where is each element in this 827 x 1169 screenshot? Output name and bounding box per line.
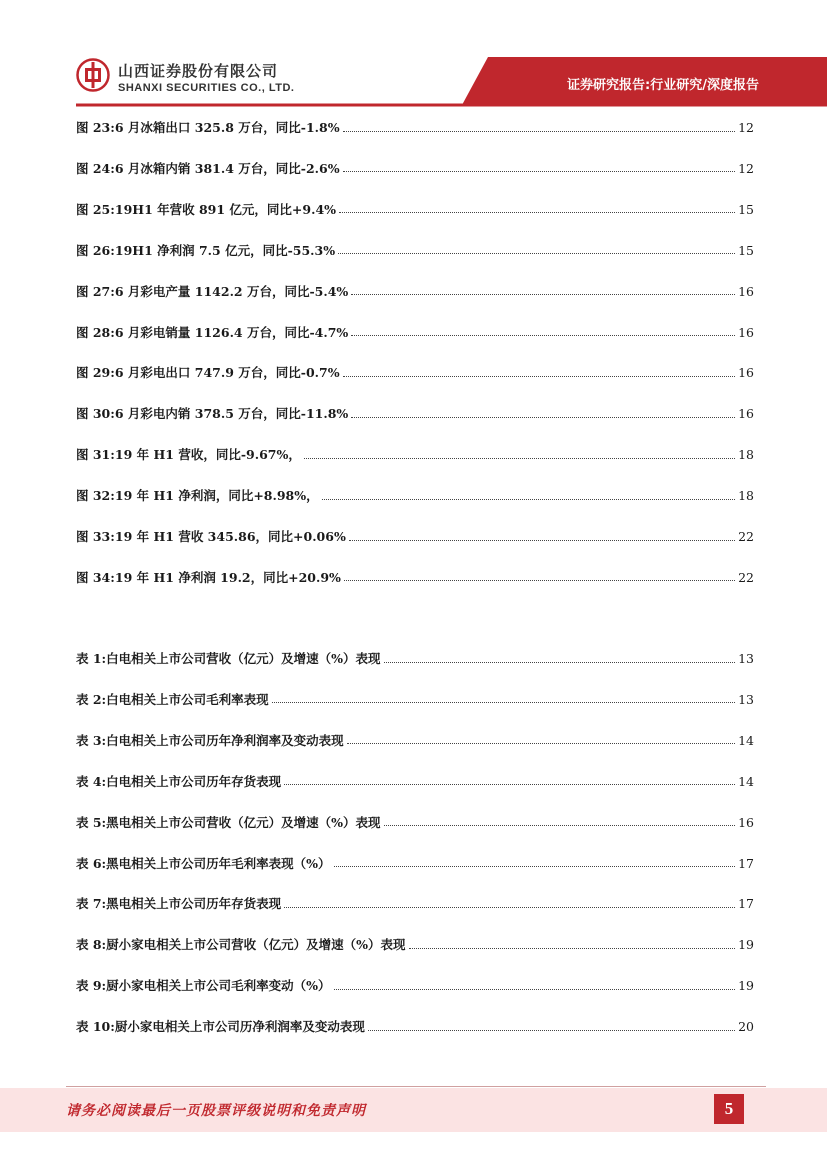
- table-entry-number: 表 8:: [76, 937, 107, 953]
- table-entry-page: 19: [738, 978, 754, 994]
- table-entry-title: 白电相关上市公司历年存货表现: [106, 773, 282, 789]
- table-entry-title: 厨小家电相关上市公司历净利润率及变动表现: [114, 1019, 365, 1035]
- page-number: 5: [714, 1094, 744, 1124]
- figure-entry-page: 15: [738, 201, 754, 217]
- figure-entry-title: 19 年 H1 营收 345.86，同比+0.06%: [114, 529, 346, 544]
- company-logo-icon: [76, 58, 110, 92]
- table-entry-page: 13: [738, 651, 754, 666]
- figure-entry-page: 18: [738, 447, 754, 463]
- figure-entry-page: 22: [738, 529, 754, 544]
- figure-entry[interactable]: [76, 200, 754, 220]
- table-entry[interactable]: [76, 649, 754, 669]
- table-entry-title: 黑电相关上市公司营收（亿元）及增速（%）表现: [106, 814, 381, 830]
- dot-leader: [384, 825, 736, 826]
- figure-entry-page: 16: [738, 324, 754, 340]
- figure-entry-number: 图 34:: [76, 569, 115, 585]
- figure-entry-title: 6 月彩电销量 1126.4 万台，同比-4.7%: [114, 324, 349, 340]
- dot-leader: [334, 866, 736, 867]
- dot-leader: [272, 702, 735, 703]
- figure-entry[interactable]: [76, 159, 754, 179]
- figure-entry-title: 6 月冰箱内销 381.4 万台，同比-2.6%: [114, 160, 340, 176]
- report-type-label: 证券研究报告:行业研究/深度报告: [567, 78, 759, 93]
- figure-entry-title: 19 年 H1 营收，同比-9.67%，: [114, 447, 301, 463]
- figure-entry[interactable]: [76, 241, 754, 261]
- table-entry-number: 表 7:: [76, 896, 107, 912]
- table-entry[interactable]: [76, 854, 754, 874]
- table-entry-page: 20: [738, 1019, 754, 1035]
- table-entry-page: 13: [738, 691, 754, 707]
- table-entry[interactable]: [76, 894, 754, 914]
- page-header: [0, 0, 827, 110]
- figure-entry-page: 22: [738, 569, 754, 585]
- dot-leader: [284, 784, 735, 785]
- figure-entry-number: 图 31:: [76, 447, 115, 463]
- figure-entry-page: 12: [738, 120, 754, 135]
- figure-entry[interactable]: [76, 445, 754, 465]
- disclaimer-text: 请务必阅读最后一页股票评级说明和免责声明: [66, 1103, 366, 1119]
- figure-entry-title: 19 年 H1 净利润 19.2，同比+20.9%: [114, 569, 341, 585]
- table-entry-page: 19: [738, 937, 754, 953]
- figure-entry-number: 图 33:: [76, 529, 115, 544]
- table-entry-title: 厨小家电相关上市公司营收（亿元）及增速（%）表现: [106, 937, 406, 953]
- dot-leader: [351, 417, 735, 418]
- table-entry[interactable]: [76, 935, 754, 955]
- figure-entry[interactable]: [76, 527, 754, 547]
- figure-entry[interactable]: [76, 282, 754, 302]
- figure-entry-number: 图 25:: [76, 201, 115, 217]
- dot-leader: [339, 212, 735, 213]
- figure-entry-page: 16: [738, 283, 754, 299]
- table-entry[interactable]: [76, 731, 754, 751]
- figure-entry-page: 16: [738, 365, 754, 381]
- table-entry-number: 表 1:: [76, 651, 107, 666]
- dot-leader: [322, 499, 735, 500]
- table-entry[interactable]: [76, 1017, 754, 1037]
- figure-entry-page: 18: [738, 488, 754, 504]
- company-name-en: SHANXI SECURITIES CO., LTD.: [118, 82, 295, 94]
- figure-entry-number: 图 26:: [76, 242, 115, 258]
- table-entry-title: 白电相关上市公司毛利率表现: [106, 691, 269, 707]
- dot-leader: [351, 294, 735, 295]
- dot-leader: [343, 376, 736, 377]
- table-entry-page: 17: [738, 896, 754, 912]
- table-entry[interactable]: [76, 976, 754, 996]
- dot-leader: [334, 989, 736, 990]
- table-entry-number: 表 6:: [76, 855, 107, 871]
- dot-leader: [284, 907, 735, 908]
- table-entry-number: 表 3:: [76, 732, 107, 748]
- figure-entry[interactable]: [76, 486, 754, 506]
- figure-entry-number: 图 24:: [76, 160, 115, 176]
- figure-entry-title: 19H1 年营收 891 亿元，同比+9.4%: [114, 201, 337, 217]
- table-entry-number: 表 4:: [76, 773, 107, 789]
- figure-entry-number: 图 27:: [76, 283, 115, 299]
- table-entry-page: 16: [738, 814, 754, 830]
- dot-leader: [343, 171, 736, 172]
- figure-entry-title: 6 月彩电产量 1142.2 万台，同比-5.4%: [114, 283, 349, 299]
- table-entry-page: 14: [738, 732, 754, 748]
- figure-entry-title: 19H1 净利润 7.5 亿元，同比-55.3%: [114, 242, 336, 258]
- figure-entry-number: 图 28:: [76, 324, 115, 340]
- table-entry[interactable]: [76, 813, 754, 833]
- figure-entry-number: 图 30:: [76, 406, 115, 422]
- figure-entry[interactable]: [76, 404, 754, 424]
- figure-entry-page: 15: [738, 242, 754, 258]
- figure-entry-number: 图 29:: [76, 365, 115, 381]
- dot-leader: [338, 253, 735, 254]
- dot-leader: [351, 335, 735, 336]
- table-entry-number: 表 10:: [76, 1019, 115, 1035]
- table-entry-title: 厨小家电相关上市公司毛利率变动（%）: [106, 978, 331, 994]
- dot-leader: [344, 580, 735, 581]
- dot-leader: [347, 743, 735, 744]
- table-entry-title: 黑电相关上市公司历年毛利率表现（%）: [106, 855, 331, 871]
- table-entry-title: 白电相关上市公司历年净利润率及变动表现: [106, 732, 344, 748]
- figure-entry-title: 6 月彩电出口 747.9 万台，同比-0.7%: [114, 365, 340, 381]
- dot-leader: [304, 458, 735, 459]
- table-entry-title: 黑电相关上市公司历年存货表现: [106, 896, 282, 912]
- figure-entry-title: 6 月冰箱出口 325.8 万台，同比-1.8%: [114, 120, 340, 135]
- table-entry-title: 白电相关上市公司营收（亿元）及增速（%）表现: [106, 651, 381, 666]
- figure-entry-page: 16: [738, 406, 754, 422]
- table-entry-page: 14: [738, 773, 754, 789]
- dot-leader: [409, 948, 736, 949]
- figure-entry[interactable]: [76, 118, 754, 138]
- table-entry[interactable]: [76, 690, 754, 710]
- table-entry-number: 表 9:: [76, 978, 107, 994]
- figure-entry[interactable]: [76, 363, 754, 383]
- table-entry-page: 17: [738, 855, 754, 871]
- company-name-cn: 山西证券股份有限公司: [118, 62, 279, 80]
- dot-leader: [368, 1030, 735, 1031]
- figure-entry-number: 图 23:: [76, 120, 115, 135]
- footer-divider: [66, 1086, 766, 1087]
- table-entry[interactable]: [76, 772, 754, 792]
- figure-entry-page: 12: [738, 160, 754, 176]
- figure-entry-number: 图 32:: [76, 488, 115, 504]
- table-entry-number: 表 5:: [76, 814, 107, 830]
- figure-entry-title: 6 月彩电内销 378.5 万台，同比-11.8%: [114, 406, 349, 422]
- dot-leader: [343, 131, 736, 132]
- table-entry-number: 表 2:: [76, 691, 107, 707]
- figure-entry[interactable]: [76, 323, 754, 343]
- figure-entry-title: 19 年 H1 净利润，同比+8.98%，: [114, 488, 319, 504]
- dot-leader: [349, 540, 735, 541]
- dot-leader: [384, 662, 736, 663]
- figure-entry[interactable]: [76, 568, 754, 588]
